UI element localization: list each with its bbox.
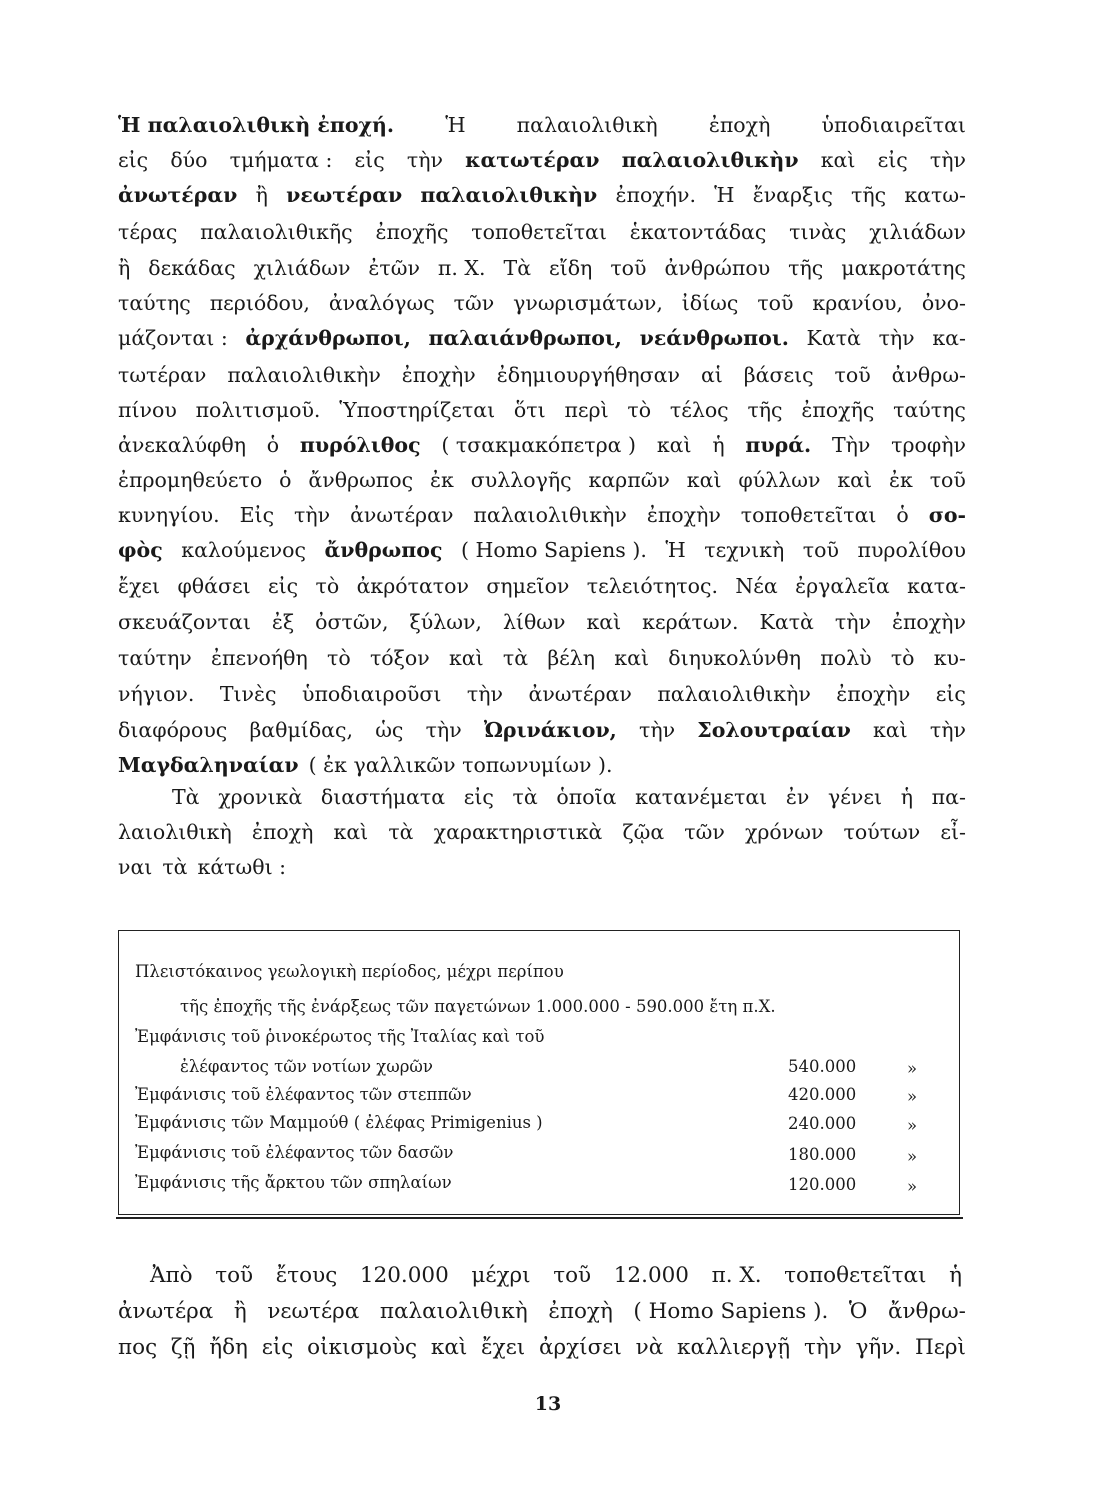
word: δύο — [170, 148, 208, 172]
word: παλαιολιθικὴν — [621, 148, 799, 172]
text-line — [172, 787, 966, 808]
word: ἄνθρωπος — [324, 538, 443, 562]
word: ἐποχὴν — [401, 363, 476, 387]
word: πίνου — [118, 398, 177, 422]
word: ὁποῖα — [556, 785, 617, 809]
word: Ἡ — [714, 183, 735, 207]
word: εἶ- — [940, 820, 966, 844]
word: εἰς — [118, 148, 149, 172]
text-line — [118, 400, 966, 421]
word: ἡ — [900, 785, 913, 809]
word: τελειότητος. — [586, 574, 718, 598]
word: βαθμίδας, — [249, 718, 354, 742]
table-row-text: Ἐμφάνισις τοῦ ῥινοκέρωτος τῆς Ἰταλίας καὶ τοῦ — [135, 1027, 545, 1046]
word: π. Χ. — [711, 1263, 762, 1288]
word: νεωτέρα — [267, 1299, 360, 1324]
word: ἰδίως — [681, 291, 739, 315]
word: ἀκρότατον — [356, 574, 469, 598]
word: ξύλων, — [409, 610, 482, 634]
word: Ὠρινάκιον, — [483, 718, 617, 742]
word: τὴν — [294, 503, 331, 527]
word: νεάνθρωποι. — [639, 326, 789, 350]
text-line — [118, 505, 966, 526]
word: παλαιολιθικὴν — [420, 183, 598, 207]
word: Κατὰ — [759, 610, 814, 634]
word: ἐποχὴν — [891, 610, 966, 634]
word: τῆς — [851, 183, 887, 207]
word: δεκάδας — [148, 256, 236, 280]
word: ἐκ — [430, 468, 454, 492]
word: ἄνθρω- — [887, 1299, 966, 1324]
word: τῶν — [453, 291, 495, 315]
word: ἐποχήν. — [615, 183, 696, 207]
word: ἐποχὴ — [708, 113, 771, 137]
word: χρονικὰ — [218, 785, 303, 809]
word: μέχρι — [471, 1263, 531, 1288]
word: ἡ — [712, 433, 725, 457]
word: ἀνωτέραν — [350, 503, 454, 527]
word: κατωτέραν — [465, 148, 600, 172]
word: τόξον — [369, 646, 430, 670]
word: καλούμενος — [181, 538, 306, 562]
word: τοποθετεῖται — [784, 1263, 927, 1288]
word: χιλιάδων — [869, 220, 966, 244]
word: χαρακτηριστικὰ — [433, 820, 603, 844]
word: γνωρισμάτων, — [513, 291, 663, 315]
ditto-mark: » — [907, 1177, 918, 1196]
word: διηυκολύνθη — [668, 646, 802, 670]
word: κυνηγίου. — [118, 503, 220, 527]
word: ἡ — [949, 1263, 962, 1288]
table-row-value: 120.000 — [788, 1175, 857, 1194]
text-line — [118, 720, 966, 741]
table-row-text: τῆς ἐποχῆς τῆς ἐνάρξεως τῶν παγετώνων 1.000.000 - 590.000 ἔτη π.Χ. — [180, 997, 776, 1016]
text-line — [118, 258, 966, 279]
word: Τὰ — [172, 785, 200, 809]
word: καὶ — [686, 468, 722, 492]
word: καλλιεργῇ — [677, 1335, 791, 1360]
word: τῆς — [747, 398, 783, 422]
word: ἢ — [255, 183, 268, 207]
word: σο- — [928, 503, 966, 527]
word: ἐποχῆς — [375, 220, 449, 244]
word: ὀνο- — [921, 291, 966, 315]
word: νὰ — [635, 1335, 664, 1360]
table-row-text: Ἐμφάνισις τοῦ ἐλέφαντος τῶν στεππῶν — [135, 1085, 472, 1104]
text-line — [118, 185, 966, 206]
word: τέρας — [118, 220, 178, 244]
word: ἀναλόγως — [328, 291, 435, 315]
word: Τὴν — [831, 433, 871, 457]
word: παλαιολιθικὴ — [379, 1299, 528, 1324]
word: ἔχει — [481, 1335, 526, 1360]
word: φύλλων — [738, 468, 821, 492]
word: πυρολίθου — [857, 538, 966, 562]
word: καὶ — [333, 820, 369, 844]
word: τοῦ — [215, 1263, 254, 1288]
word: ( τσακμακόπετρα ) — [441, 433, 637, 457]
word: ναι — [118, 855, 153, 879]
word: σημεῖον — [486, 574, 570, 598]
word: εἰς — [935, 682, 966, 706]
word: Τινὲς — [219, 682, 277, 706]
ditto-mark: » — [907, 1087, 918, 1106]
word: ταύτης — [118, 291, 191, 315]
word: τοῦ — [610, 256, 647, 280]
word: τέλος — [669, 398, 729, 422]
word: πολὺ — [820, 646, 872, 670]
text-line — [118, 540, 966, 561]
word: φὸς — [118, 538, 163, 562]
word: τροφὴν — [891, 433, 966, 457]
word: νήγιον. — [118, 682, 195, 706]
word: 120.000 — [359, 1263, 449, 1288]
word: εἰς — [354, 148, 385, 172]
word: ἢ — [233, 1299, 247, 1324]
word: ὑποδιαιρεῖται — [821, 113, 966, 137]
word: νεωτέραν — [286, 183, 403, 207]
word: Εἰς — [239, 503, 275, 527]
word: τὴν — [803, 1335, 842, 1360]
word: καὶ — [872, 718, 908, 742]
word: αἱ — [700, 363, 723, 387]
text-line — [118, 576, 966, 597]
word: κεράτων. — [642, 610, 739, 634]
word: εἰς — [261, 1335, 294, 1360]
table-row-value: 180.000 — [788, 1145, 857, 1164]
word: Νέα — [735, 574, 778, 598]
word: πολιτισμοῦ. — [195, 398, 321, 422]
word: τὸ — [315, 574, 340, 598]
word: διαστήματα — [320, 785, 446, 809]
word: Ἡ — [445, 113, 466, 137]
word: ἀνεκαλύφθη — [118, 433, 247, 457]
word: μάζονται : — [118, 326, 228, 350]
word: μακροτάτης — [841, 256, 966, 280]
word: τῶν — [684, 820, 725, 844]
word: τοποθετεῖται — [740, 503, 877, 527]
word: κάτωθι : — [197, 855, 287, 879]
word: τὸ — [327, 646, 351, 670]
word: τὴν — [834, 610, 871, 634]
word: πα- — [931, 785, 966, 809]
text-line — [118, 648, 966, 669]
word: καρπῶν — [588, 468, 670, 492]
word: γῆν. — [855, 1335, 902, 1360]
word: περὶ — [564, 398, 609, 422]
word: τὴν — [406, 148, 443, 172]
text-line — [118, 755, 966, 776]
word: 12.000 — [613, 1263, 689, 1288]
word: εἰς — [268, 574, 299, 598]
page-number: 13 — [534, 1393, 562, 1415]
text-line — [118, 1301, 966, 1323]
text-line — [118, 1337, 966, 1359]
word: ( ἐκ γαλλικῶν τοπωνυμίων ). — [308, 753, 613, 777]
text-line — [118, 470, 966, 491]
word: εἰς — [463, 785, 494, 809]
word: κυ- — [933, 646, 966, 670]
word: καὶ — [614, 646, 649, 670]
word: ἀνθρώπου — [664, 256, 771, 280]
word: τὴν — [929, 148, 966, 172]
word: τῆς — [788, 256, 824, 280]
word: ἀρχάνθρωποι, — [245, 326, 411, 350]
word: ἐργαλεῖα — [795, 574, 890, 598]
word: παλαιολιθικὴν — [473, 503, 627, 527]
table-row-text: Ἐμφάνισις τῶν Μαμμούθ ( ἐλέφας Primigenius ) — [135, 1113, 543, 1132]
ditto-mark: » — [907, 1059, 918, 1078]
word: Περὶ — [915, 1335, 966, 1360]
word: Ἡ — [665, 538, 686, 562]
text-line — [118, 328, 966, 349]
word: τεχνικὴ — [704, 538, 785, 562]
word: παλαιολιθικῆς — [200, 220, 353, 244]
word: πυρά. — [745, 433, 812, 457]
word: ἐν — [785, 785, 810, 809]
word: ταύτην — [118, 646, 192, 670]
word: καὶ — [820, 148, 856, 172]
word: κατα- — [907, 574, 966, 598]
word: ὁ — [279, 468, 292, 492]
word: σκευάζονται — [118, 610, 251, 634]
text-line — [118, 150, 966, 171]
word: ὅτι — [513, 398, 546, 422]
table-row-value: 240.000 — [788, 1114, 857, 1133]
word: παλαιολιθικὴν — [227, 363, 381, 387]
word: τοποθετεῖται — [471, 220, 607, 244]
word: ἔναρξις — [752, 183, 833, 207]
word: ἐποχὴν — [836, 682, 911, 706]
word: ὁ — [266, 433, 280, 457]
text-line — [118, 435, 966, 456]
word: τὴν — [466, 682, 503, 706]
table-row-text: ἐλέφαντος τῶν νοτίων χωρῶν — [180, 1057, 433, 1076]
word: ἔχει — [118, 574, 161, 598]
text-line — [118, 365, 966, 386]
word: φθάσει — [177, 574, 251, 598]
word: ἀρχίσει — [538, 1335, 622, 1360]
word: τὴν — [425, 718, 462, 742]
word: τωτέραν — [118, 363, 207, 387]
word: καὶ — [837, 468, 873, 492]
word: τὰ — [502, 646, 529, 670]
word: ἐκ — [888, 468, 913, 492]
word: ὀστῶν, — [315, 610, 389, 634]
word: γένει — [828, 785, 883, 809]
word: τμήματα : — [229, 148, 333, 172]
word: ἀνθρω- — [891, 363, 966, 387]
word: χιλιάδων — [253, 256, 351, 280]
word: ὑποδιαιροῦσι — [301, 682, 442, 706]
word: τούτων — [843, 820, 921, 844]
word: ὡς — [375, 718, 404, 742]
word: ἐποχὴ — [548, 1299, 613, 1324]
word: ἐξ — [271, 610, 295, 634]
word: ὁ — [896, 503, 909, 527]
word: ἤδη — [209, 1335, 248, 1360]
word: τοῦ — [802, 538, 839, 562]
word: Ὑποστηρίζεται — [339, 398, 496, 422]
word: τοῦ — [757, 291, 794, 315]
word: τὰ — [162, 855, 188, 879]
text-line — [118, 857, 966, 878]
word: τὴν — [878, 326, 915, 350]
ditto-mark: » — [907, 1147, 918, 1166]
table-row-value: 420.000 — [788, 1085, 857, 1104]
word: ταύτης — [893, 398, 966, 422]
word: ἀνωτέραν — [118, 183, 238, 207]
word: Τὰ — [503, 256, 532, 280]
word: συλλογῆς — [470, 468, 572, 492]
word: οἰκισμοὺς — [307, 1335, 418, 1360]
word: τὸ — [627, 398, 652, 422]
text-line — [150, 1265, 962, 1287]
word: ζῷα — [622, 820, 665, 844]
word: ἀνωτέρα — [118, 1299, 214, 1324]
word: βάσεις — [743, 363, 814, 387]
word: τοῦ — [929, 468, 966, 492]
word: καὶ — [656, 433, 692, 457]
word: ζῇ — [170, 1335, 196, 1360]
word: Σολουτραίαν — [697, 718, 851, 742]
table-row-text: Ἐμφάνισις τοῦ ἐλέφαντος τῶν δασῶν — [135, 1143, 454, 1162]
word: παλαιολιθικὴν — [657, 682, 811, 706]
ditto-mark: » — [907, 1116, 918, 1135]
word: ἐπρομηθεύετο — [118, 468, 263, 492]
word: καὶ — [586, 610, 622, 634]
word: ( Homo Sapiens ). — [461, 538, 647, 562]
word: Ἡ παλαιολιθικὴ ἐποχή. — [118, 113, 395, 137]
text-line — [118, 612, 966, 633]
word: διαφόρους — [118, 718, 228, 742]
table-row-value: 540.000 — [788, 1057, 857, 1076]
word: ἄνθρωπος — [308, 468, 414, 492]
word: Ἀπὸ — [150, 1263, 193, 1288]
word: τινὰς — [789, 220, 847, 244]
text-line — [118, 222, 966, 243]
word: τὸ — [890, 646, 915, 670]
word: Κατὰ — [806, 326, 861, 350]
word: κατω- — [904, 183, 966, 207]
word: κα- — [932, 326, 966, 350]
text-line — [118, 115, 966, 136]
word: εἴδη — [549, 256, 593, 280]
word: ἑκατοντάδας — [629, 220, 767, 244]
word: ἐποχὴν — [646, 503, 721, 527]
text-line — [118, 293, 966, 314]
word: ( Homo Sapiens ). — [633, 1299, 829, 1324]
word: καὶ — [448, 646, 484, 670]
word: τὰ — [512, 785, 538, 809]
word: τὴν — [638, 718, 676, 742]
word: π. Χ. — [437, 256, 486, 280]
word: τοῦ — [553, 1263, 592, 1288]
table-row-text: Πλειστόκαινος γεωλογικὴ περίοδος, μέχρι περίπου — [135, 962, 564, 981]
word: ἐποχῆς — [801, 398, 875, 422]
word: παλαιολιθικὴ — [516, 113, 658, 137]
word: πος — [118, 1335, 158, 1360]
word: ἐτῶν — [368, 256, 420, 280]
word: κρανίου, — [812, 291, 903, 315]
word: εἰς — [877, 148, 908, 172]
word: τὰ — [388, 820, 414, 844]
word: χρόνων — [744, 820, 824, 844]
word: λαιολιθικὴ — [118, 820, 232, 844]
word: ἀνωτέραν — [528, 682, 632, 706]
word: ἐπενοήθη — [210, 646, 308, 670]
text-line — [118, 822, 966, 843]
table-row-text: Ἐμφάνισις τῆς ἄρκτου τῶν σπηλαίων — [135, 1173, 452, 1192]
word: τοῦ — [834, 363, 871, 387]
word: ἢ — [118, 256, 131, 280]
word: παλαιάνθρωποι, — [428, 326, 622, 350]
word: περιόδου, — [209, 291, 310, 315]
word: βέλη — [547, 646, 596, 670]
word: λίθων — [502, 610, 566, 634]
word: Ὁ — [848, 1299, 868, 1324]
word: κατανέμεται — [635, 785, 768, 809]
word: τὴν — [929, 718, 966, 742]
word: Μαγδαληναίαν — [118, 753, 299, 777]
word: ἐδημιουργήθησαν — [496, 363, 680, 387]
word: ἐποχὴ — [251, 820, 314, 844]
word: ἔτους — [275, 1263, 338, 1288]
word: καὶ — [430, 1335, 468, 1360]
word: πυρόλιθος — [299, 433, 421, 457]
text-line — [118, 684, 966, 705]
